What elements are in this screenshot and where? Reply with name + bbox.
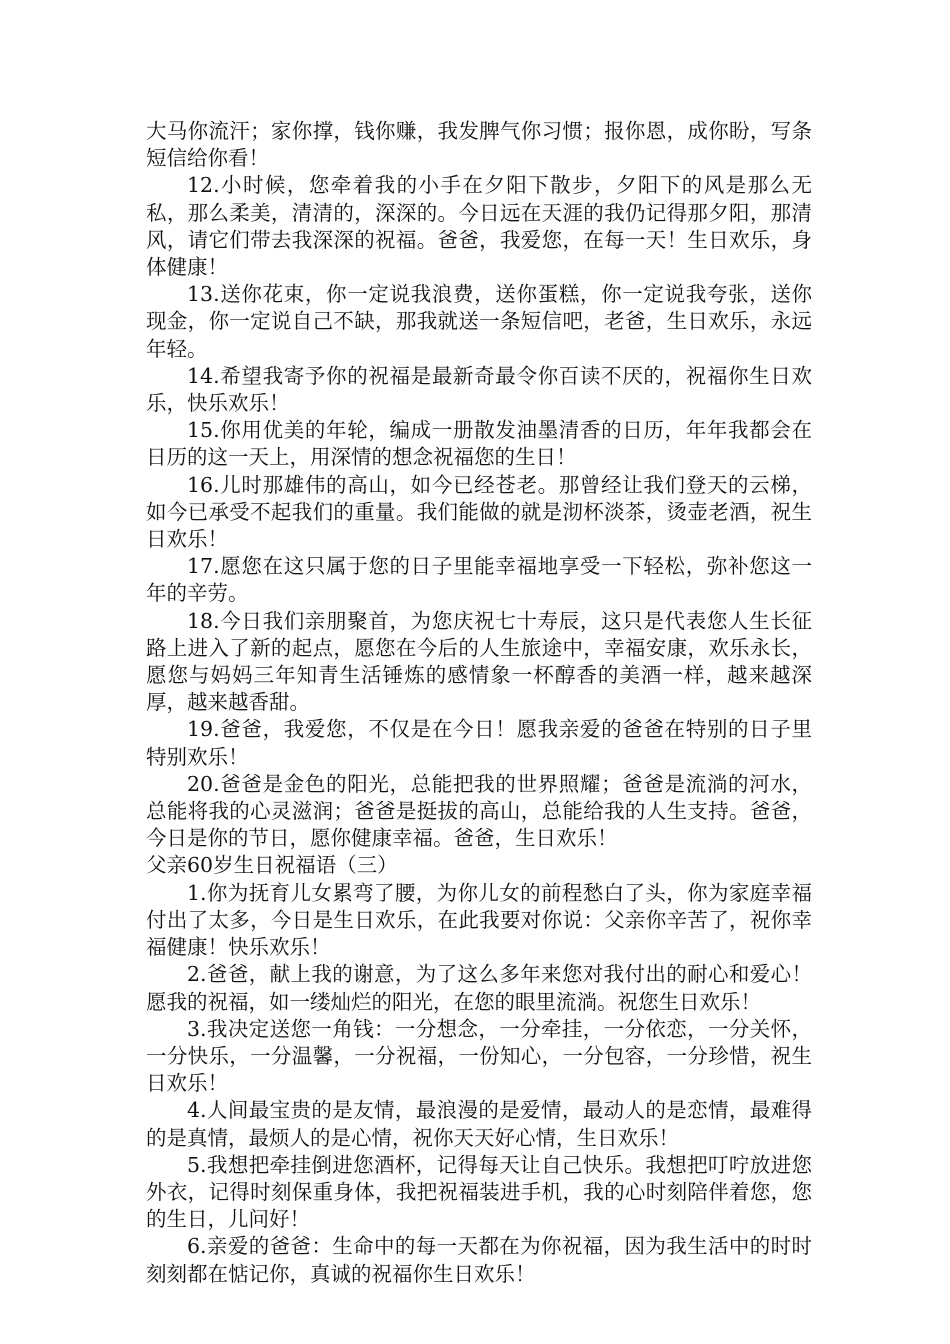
wish-paragraph-1: 1.你为抚育儿女累弯了腰，为你儿女的前程愁白了头，你为家庭幸福付出了太多，今日是生日欢乐，在此我要对你说：父亲你辛苦了，祝你幸福健康！快乐欢乐！ [146, 880, 812, 960]
wish-paragraph-16: 16.儿时那雄伟的高山，如今已经苍老。那曾经让我们登天的云梯，如今已承受不起我们的重量。我们能做的就是沏杯淡茶，烫壶老酒，祝生日欢乐！ [146, 472, 812, 552]
wish-paragraph-18: 18.今日我们亲朋聚首，为您庆祝七十寿辰，这只是代表您人生长征路上进入了新的起点，愿您在今后的人生旅途中，幸福安康，欢乐永长，愿您与妈妈三年知青生活锤炼的感情象一杯醇香的美酒一样，越来越深厚，越来越香甜。 [146, 608, 812, 715]
wish-paragraph-12: 12.小时候，您牵着我的小手在夕阳下散步，夕阳下的风是那么无私，那么柔美，清清的，深深的。今日远在天涯的我仍记得那夕阳，那清风，请它们带去我深深的祝福。爸爸，我爱您，在每一天！生日欢乐，身体健康！ [146, 173, 812, 280]
wish-paragraph-15: 15.你用优美的年轮，编成一册散发油墨清香的日历，年年我都会在日历的这一天上，用深情的想念祝福您的生日！ [146, 418, 812, 470]
wishes-list-part-two [146, 172, 812, 852]
wish-paragraph-2: 2.爸爸，献上我的谢意，为了这么多年来您对我付出的耐心和爱心！愿我的祝福，如一缕灿烂的阳光，在您的眼里流淌。祝您生日欢乐！ [146, 962, 812, 1014]
wish-paragraph-3: 3.我决定送您一角钱：一分想念，一分牵挂，一分依恋，一分关怀，一分快乐，一分温馨，一分祝福，一份知心，一分包容，一分珍惜，祝生日欢乐！ [146, 1016, 812, 1096]
document-body [146, 118, 812, 1288]
wish-paragraph-6: 6.亲爱的爸爸：生命中的每一天都在为你祝福，因为我生活中的时时刻刻都在惦记你，真诚的祝福你生日欢乐！ [146, 1234, 812, 1286]
wish-paragraph-20: 20.爸爸是金色的阳光，总能把我的世界照耀；爸爸是流淌的河水，总能将我的心灵滋润；爸爸是挺拔的高山，总能给我的人生支持。爸爸，今日是你的节日，愿你健康幸福。爸爸，生日欢乐！ [146, 771, 812, 851]
wish-paragraph-4: 4.人间最宝贵的是友情，最浪漫的是爱情，最动人的是恋情，最难得的是真情，最烦人的是心情，祝你天天好心情，生日欢乐！ [146, 1098, 812, 1150]
wish-paragraph-17: 17.愿您在这只属于您的日子里能幸福地享受一下轻松，弥补您这一年的辛劳。 [146, 554, 812, 606]
wish-paragraph-5: 5.我想把牵挂倒进您酒杯，记得每天让自己快乐。我想把叮咛放进您外衣，记得时刻保重身体，我把祝福装进手机，我的心时刻陪伴着您，您的生日，儿问好！ [146, 1152, 812, 1232]
wish-paragraph-13: 13.送你花束，你一定说我浪费，送你蛋糕，你一定说我夸张，送你现金，你一定说自己不缺，那我就送一条短信吧，老爸，生日欢乐，永远年轻。 [146, 282, 812, 361]
wish-paragraph-14: 14.希望我寄予你的祝福是最新奇最令你百读不厌的，祝福你生日欢乐，快乐欢乐！ [146, 363, 812, 416]
wish-paragraph-19: 19.爸爸，我爱您，不仅是在今日！愿我亲爱的爸爸在特别的日子里特别欢乐！ [146, 717, 812, 769]
wishes-list-part-three [146, 880, 812, 1288]
section-heading: 父亲60岁生日祝福语（三） [146, 853, 398, 878]
continued-paragraph: 大马你流汗；家你撑，钱你赚，我发脾气你习惯；报你恩，成你盼，写条短信给你看！ [146, 119, 812, 171]
